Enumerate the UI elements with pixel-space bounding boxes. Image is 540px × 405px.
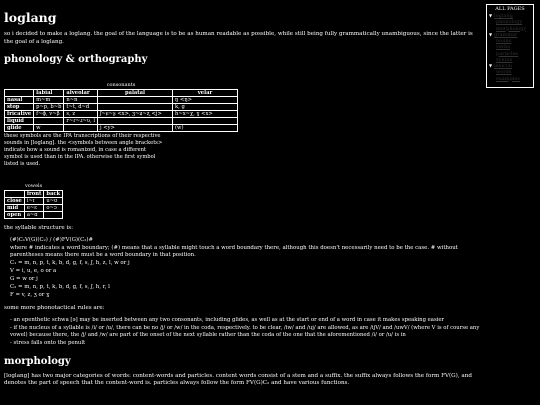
intro-paragraph: so i decided to make a loglang. the goal of the language is to be as human readable as possible, while still being fully grammatically unambiguous, since the latter is the goal of a loglang.	[4, 31, 473, 45]
sidebar-link[interactable]: particles	[496, 50, 519, 57]
vowel-table	[4, 190, 63, 219]
sidebar-list	[489, 13, 531, 82]
vowel-header-cell: back	[44, 191, 63, 198]
syllable-line: where # indicates a word boundary; (#) means that a syllable might touch a word boundary there, although this doesn't necessarily need to be the case. # without parentheses means there must be a word boundary in that position.	[10, 244, 458, 259]
rules-list	[4, 317, 480, 348]
sidebar-link[interactable]: words	[496, 69, 512, 76]
syllable-intro: the syllable structure is:	[4, 225, 74, 232]
table-cell	[98, 97, 173, 104]
consonant-table-wrapper	[4, 82, 238, 132]
table-row	[5, 198, 63, 205]
table-cell: s, z	[64, 111, 98, 118]
consonant-header-cell: alveolar	[64, 90, 98, 97]
table-cell: h~x~χ, ɣ <x>	[173, 111, 238, 118]
table-cell: ŋ <ŋ>	[173, 97, 238, 104]
sidebar-link[interactable]: syntax	[496, 56, 513, 63]
sidebar-link[interactable]: loglang	[494, 13, 513, 19]
list-item: - stress falls onto the penult	[10, 339, 86, 346]
consonant-note: these symbols are the IPA transcriptions of their respective sounds in [loglang]. the <symbols between angle brackets> indicate how a sound is romanized, in case a different symbol is used than in the IPA. otherwise the first symbol listed is used.	[4, 133, 163, 168]
syllable-formula: (#)C₁V(G)(C₂) / (#)FV(G)(C₂)#	[10, 236, 94, 243]
syllable-structure	[4, 237, 480, 300]
syllable-line: V = i, u, e, o or a	[10, 268, 57, 275]
sidebar-link[interactable]: examples	[496, 75, 520, 82]
table-row	[5, 125, 238, 132]
syllable-line: F = v, z, ʒ or ɣ	[10, 291, 50, 298]
table-cell: k, g	[173, 104, 238, 111]
table-cell: ʃ~ɕ~ʂ <x>, ʒ~ʑ~ʐ <j>	[98, 111, 173, 118]
table-cell: u~ʊ	[44, 198, 63, 205]
consonant-header-cell: labial	[34, 90, 64, 97]
table-cell: m~m	[34, 97, 64, 104]
table-row	[5, 111, 238, 118]
vowel-header-row	[5, 191, 63, 198]
main-content	[4, 4, 480, 392]
table-cell: j <y>	[98, 125, 173, 132]
table-row	[5, 212, 63, 219]
vowel-header-cell: front	[24, 191, 44, 198]
phonology-heading: phonology & orthography	[4, 54, 148, 66]
table-cell: p~p, b~b	[34, 104, 64, 111]
consonant-header-cell	[5, 90, 34, 97]
table-cell: w	[34, 125, 64, 132]
morphology-heading: morphology	[4, 355, 71, 367]
vowel-header-cell	[5, 191, 25, 198]
expand-triangle-icon[interactable]: ▼	[489, 13, 493, 18]
list-item: - an epenthetic schwa [ə] may be inserted between any two consonants, including glides, as well as at the start or end of a word in case it makes speaking easier	[10, 316, 445, 323]
syllable-line: C₂ = m, n, p, t, k, b, d, g, f, s, ʃ, h, r, l	[10, 283, 110, 290]
row-header: fricative	[5, 111, 34, 118]
row-header: mid	[5, 205, 25, 212]
syllable-line: G = w or j	[10, 275, 38, 282]
table-cell: a~ɑ	[24, 212, 44, 219]
table-cell	[98, 118, 173, 125]
rules-intro: some more phonotactical rules are:	[4, 305, 105, 312]
consonant-header-cell: palatal	[98, 90, 173, 97]
table-cell	[173, 118, 238, 125]
page-title: loglang	[4, 10, 57, 25]
consonant-table-caption: consonants	[106, 82, 136, 89]
syllable-line: C₁ = m, n, p, t, k, b, d, g, f, s, ʃ, h, z, l, w or j	[10, 260, 130, 267]
row-header: stop	[5, 104, 34, 111]
sidebar-link[interactable]: nouns	[496, 38, 512, 44]
table-cell: n~n	[64, 97, 98, 104]
expand-triangle-icon[interactable]: ▼	[489, 31, 493, 37]
table-cell	[64, 125, 98, 132]
consonant-table	[4, 89, 238, 132]
sidebar-link[interactable]: phonology	[496, 19, 523, 26]
table-cell: i~ɪ	[24, 198, 44, 205]
expand-triangle-icon[interactable]: ▼	[489, 63, 493, 68]
table-row	[5, 104, 238, 111]
consonant-header-cell: velar	[173, 90, 238, 97]
list-item: - if the nucleus of a syllable is /i/ or /u/, there can be no /j/ or /w/ in the coda, respectively. to be clear, /iw/ and /uj/ are allowed, as are /ijV/ and /uwV/ (where V is of course any vowel) because there, the /j/ and /w/ are part of the onset of the next syllable rather than the coda of the one that the aforementioned /i/ or /u/ is in	[10, 324, 480, 339]
sidebar-item-examples[interactable]	[489, 76, 531, 82]
sidebar-header: ALL PAGES	[495, 6, 525, 12]
table-cell	[44, 212, 63, 219]
sidebar-link[interactable]: morphology	[496, 25, 527, 32]
vowel-table-caption: vowels	[24, 183, 43, 190]
table-row	[5, 205, 63, 212]
morphology-paragraph: [loglang] has two major categories of words: content-words and particles. content words consist of a stem and a suffix. the suffix always follows the form FV(G), and denotes the part of speech that the content-word is. particles always follow the form FV(G)C₂ and have various functions.	[4, 372, 472, 387]
row-header: close	[5, 198, 25, 205]
row-header: nasal	[5, 97, 34, 104]
vowel-table-wrapper	[4, 183, 63, 219]
table-row	[5, 118, 238, 125]
row-header: open	[5, 212, 25, 219]
sidebar-link[interactable]: grammar	[494, 31, 518, 38]
table-cell	[98, 104, 173, 111]
table-cell: r~ɾ~ɹ~ʋ, l	[64, 118, 98, 125]
table-cell	[34, 118, 64, 125]
sidebar-link[interactable]: verbs	[496, 44, 510, 51]
table-cell: o~ɔ	[44, 205, 63, 212]
table-cell: e~ɛ	[24, 205, 44, 212]
sidebar-link[interactable]: lexicon	[494, 63, 513, 69]
table-row	[5, 97, 238, 104]
consonant-header-row	[5, 90, 238, 97]
table-cell: f~ɸ, v~β	[34, 111, 64, 118]
table-cell: t~t, d~d	[64, 104, 98, 111]
all-pages-sidebar	[486, 4, 534, 88]
row-header: liquid	[5, 118, 34, 125]
row-header: glide	[5, 125, 34, 132]
table-cell: (w)	[173, 125, 238, 132]
